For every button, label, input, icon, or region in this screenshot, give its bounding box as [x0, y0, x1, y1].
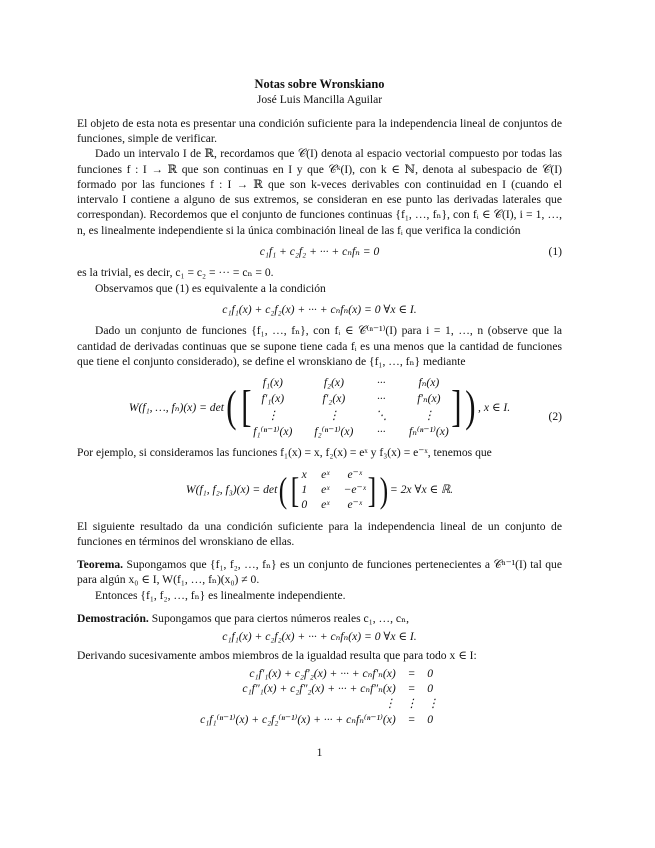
wronskian-matrix-cell: fₙ(x) — [418, 376, 440, 390]
example-matrix-cell: eˣ — [321, 482, 330, 496]
document-title: Notas sobre Wronskiano — [254, 77, 385, 91]
proof-equation: c₁f₁(x) + c₂f₂(x) + ··· + cₙfₙ(x) = 0 ∀x ∈ I. — [222, 630, 417, 644]
equivalence-paragraph: Observamos que (1) es equivalente a la condición — [95, 281, 326, 295]
wronskian-matrix-cell: fₙ⁽ⁿ⁻¹⁾(x) — [409, 425, 449, 439]
wronskian-matrix-cell: f₁(x) — [262, 376, 283, 390]
wronskian-matrix-cell: f′₂(x) — [322, 392, 346, 406]
example-matrix-cell: x — [301, 467, 307, 481]
wronskian-matrix — [224, 375, 478, 439]
wronskian-matrix-cell: f₂⁽ⁿ⁻¹⁾(x) — [314, 425, 354, 439]
derivative-system — [77, 666, 562, 727]
derivation-paragraph: Derivando sucesivamente ambos miembros de la igualdad resulta que para todo x ∈ I: — [77, 648, 477, 662]
page-number: 1 — [316, 746, 323, 760]
derivative-system-grid — [200, 666, 439, 727]
wronskian-matrix-cell: f₁⁽ⁿ⁻¹⁾(x) — [253, 425, 293, 439]
document-page — [77, 76, 562, 836]
wronskian-matrix-cell: f₂(x) — [323, 376, 344, 390]
right-bracket: ) — [465, 382, 476, 432]
result-intro-paragraph: El siguiente resultado da una condición suficiente para la independencia lineal de un conjunto de funciones en términos del wronskiano de ellas. — [77, 519, 562, 548]
example-matrix-cell: −e⁻ˣ — [343, 482, 366, 496]
wronskian-matrix-grid — [253, 375, 448, 439]
example-matrix — [277, 467, 390, 513]
wronskian-matrix-cell: f′₁(x) — [261, 392, 285, 406]
equation-2 — [77, 375, 562, 439]
equation-2-rhs: , x ∈ I. — [478, 400, 511, 414]
system-cell: ⋮ — [405, 697, 418, 711]
system-cell: c₁f₁⁽ⁿ⁻¹⁾(x) + c₂f₂⁽ⁿ⁻¹⁾(x) + ··· + cₙfₙ⁽ⁿ⁻¹⁾(x) — [200, 712, 396, 726]
example-matrix-cell: e⁻ˣ — [347, 498, 362, 512]
equation-2-lhs: W(f₁, …, fₙ)(x) = det — [128, 400, 224, 414]
system-cell: c₁f′₁(x) + c₂f′₂(x) + ··· + cₙf′ₙ(x) — [249, 666, 396, 680]
equation-1-number: (1) — [548, 245, 562, 259]
wronskian-matrix-cell: ⋮ — [267, 408, 279, 422]
proof-label: Demostración. — [77, 611, 149, 625]
right-bracket: ) — [379, 469, 389, 510]
proof — [77, 611, 562, 626]
theorem-label: Teorema. — [77, 558, 124, 572]
system-cell: = — [407, 712, 416, 726]
theorem-conclusion: Entonces {f₁, f₂, …, fₙ} es linealmente independiente. — [95, 588, 346, 602]
equation-pointwise: c₁f₁(x) + c₂f₂(x) + ··· + cₙfₙ(x) = 0 ∀x ∈ I. — [222, 302, 417, 316]
system-cell: 0 — [427, 682, 434, 696]
wronskian-matrix-cell: ⋮ — [328, 408, 340, 422]
system-cell: = — [407, 666, 416, 680]
right-square-bracket: ] — [367, 469, 377, 510]
system-cell: ⋮ — [427, 697, 439, 711]
system-cell: 0 — [427, 666, 434, 680]
equation-2-number: (2) — [548, 410, 562, 424]
example-matrix-cell: e⁻ˣ — [347, 467, 362, 481]
example-matrix-cell: 1 — [301, 482, 308, 496]
theorem — [77, 557, 562, 588]
example-matrix-cell: eˣ — [321, 467, 330, 481]
wronskian-matrix-cell: ⋱ — [375, 408, 387, 422]
system-cell: c₁f″₁(x) + c₂f″₂(x) + ··· + cₙf″ₙ(x) — [242, 682, 396, 696]
left-bracket: ( — [279, 469, 288, 510]
equation-1-body: c₁f₁ + c₂f₂ + ··· + cₙfₙ = 0 — [259, 245, 380, 259]
system-cell: = — [407, 682, 416, 696]
wronskian-matrix-cell: f′ₙ(x) — [417, 392, 441, 406]
right-square-bracket: ] — [450, 382, 462, 432]
wronskian-matrix-cell: ··· — [376, 425, 386, 439]
wronskian-matrix-cell: ··· — [376, 376, 386, 390]
wronskian-definition-paragraph: Dado un conjunto de funciones {f₁, …, fₙ}, con fᵢ ∈ 𝒞⁽ⁿ⁻¹⁾(I) para i = 1, …, n (observe que la cantidad de derivadas continuas que se supone tiene cada fᵢ es una menos que la cantidad de funciones que tiene el conjunto considerado), se define el wronskiano de {f₁, …, fₙ} mediante — [77, 324, 562, 368]
system-cell: ⋮ — [384, 697, 396, 711]
proof-text: Supongamos que para ciertos números reales c₁, …, cₙ, — [148, 611, 409, 625]
example-rhs: = 2x ∀x ∈ ℝ. — [389, 482, 454, 496]
intro-paragraph: El objeto de esta nota es presentar una condición suficiente para la independencia lineal de conjuntos de funciones, simple de verificar. — [77, 116, 562, 145]
system-cell: 0 — [427, 712, 434, 726]
document-author: José Luis Mancilla Aguilar — [256, 93, 383, 107]
left-square-bracket: [ — [291, 469, 300, 510]
example-lhs: W(f₁, f₂, f₃)(x) = det — [185, 482, 278, 496]
wronskian-matrix-cell: ⋮ — [423, 408, 435, 422]
example-matrix-cell: eˣ — [321, 498, 330, 512]
trivial-paragraph: es la trivial, es decir, c₁ = c₂ = ··· = cₙ = 0. — [77, 266, 274, 280]
example-matrix-cell: 0 — [301, 498, 308, 512]
left-bracket: ( — [226, 382, 237, 432]
theorem-text: Supongamos que {f₁, f₂, …, fₙ} es un conjunto de funciones pertenecientes a 𝒞ⁿ⁻¹(I) tal que para algún x₀ ∈ I, W(f₁, …, fₙ)(x₀) ≠ 0. — [77, 558, 562, 587]
equation-1 — [77, 244, 562, 259]
example-equation — [77, 467, 562, 513]
definitions-paragraph: Dado un intervalo I de ℝ, recordamos que 𝒞(I) denota al espacio vectorial compuesto por todas las funciones f : I → ℝ que son continuas en I y que 𝒞ᵏ(I), con k ∈ ℕ, denota al subespacio de 𝒞(I) formado por las funciones f : I → ℝ que son k-veces derivables con continuidad en I (cuando el intervalo I contiene a alguno de sus extremos, se consideran en ese punto las derivadas laterales que correspondan). Recordemos que el conjunto de funciones continuas {f₁, …, fₙ}, con fᵢ ∈ 𝒞(I), i = 1, …, n, es linealmente independiente si la única combinación lineal de las fᵢ que verifica la condición — [77, 147, 562, 237]
wronskian-matrix-cell: ··· — [376, 392, 386, 406]
left-square-bracket: [ — [240, 382, 252, 432]
example-matrix-grid — [301, 467, 366, 513]
example-paragraph: Por ejemplo, si consideramos las funciones f₁(x) = x, f₂(x) = eˣ y f₃(x) = e⁻ˣ, tenemos que — [77, 446, 492, 460]
